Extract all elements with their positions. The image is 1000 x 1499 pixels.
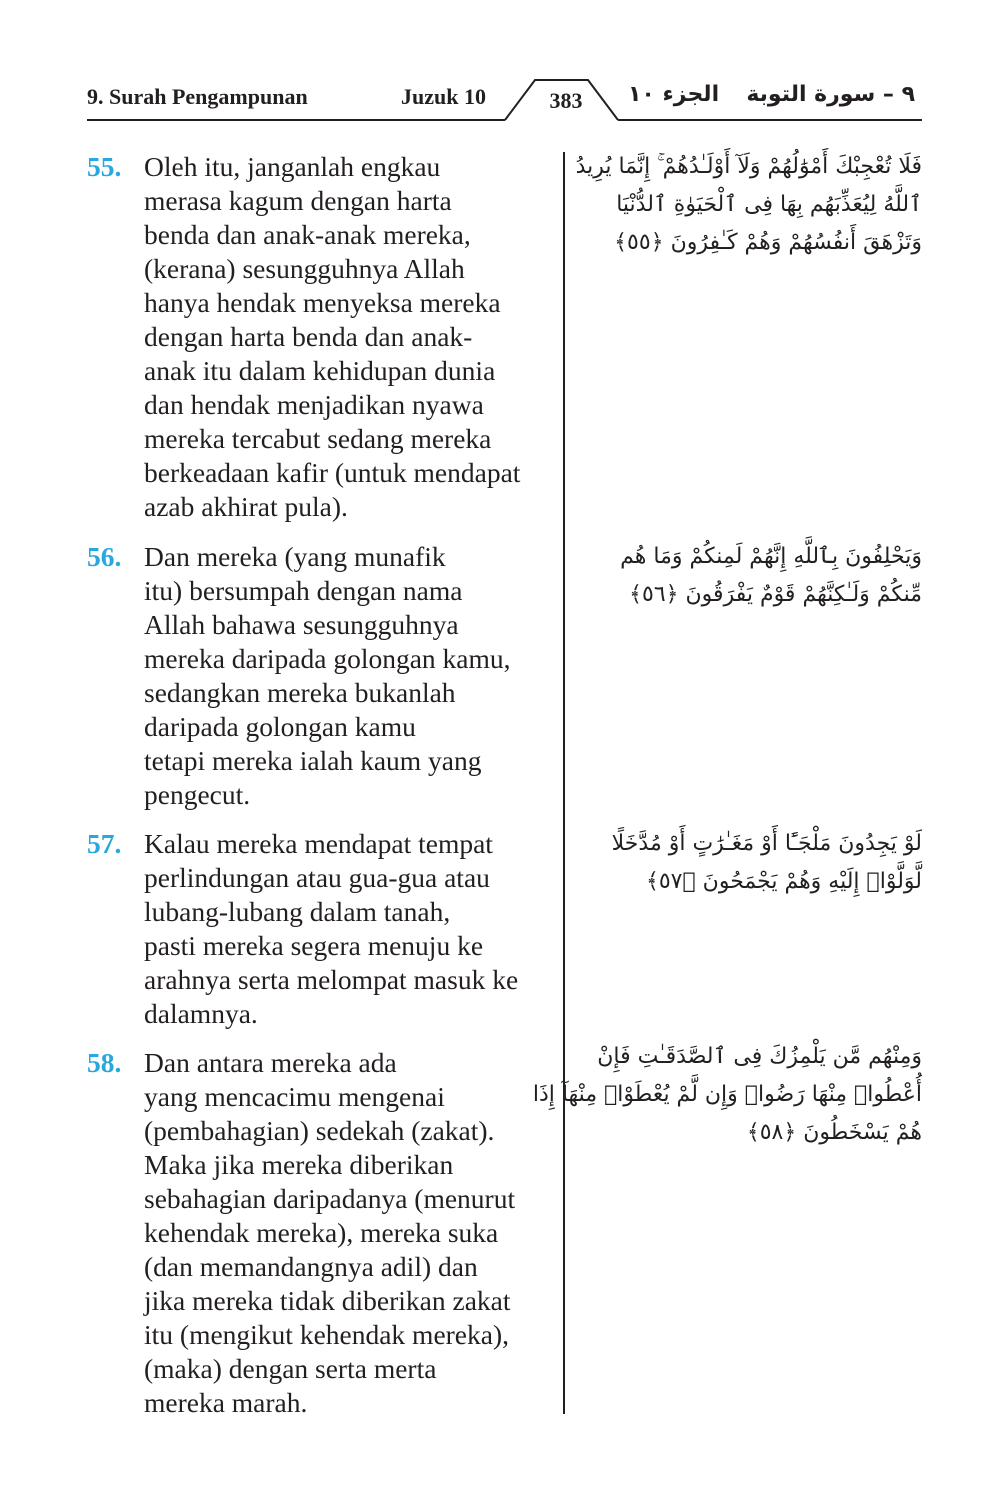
- text-line: Maka jika mereka diberikan: [144, 1149, 454, 1180]
- text-line: Kalau mereka mendapat tempat: [144, 828, 493, 859]
- text-line: perlindungan atau gua-gua atau: [144, 862, 490, 893]
- text-line: Dan mereka (yang munafik: [144, 541, 446, 572]
- juzuk-label: Juzuk 10: [401, 84, 486, 109]
- text-line: daripada golongan kamu: [144, 711, 416, 742]
- text-line: arahnya serta melompat masuk ke: [144, 964, 519, 995]
- text-line: anak itu dalam kehidupan dunia: [144, 355, 496, 386]
- arabic-line: وَمِنْهُم مَّن يَلْمِزُكَ فِى ٱلصَّدَقَـٰتِ فَإِنْ: [597, 1044, 922, 1069]
- text-line: (kerana) sesungguhnya Allah: [144, 253, 465, 284]
- verse-number: 58.: [87, 1047, 122, 1078]
- verse-number: 56.: [87, 541, 122, 572]
- text-line: sebahagian daripadanya (menurut: [144, 1183, 516, 1214]
- surah-title: 9. Surah Pengampunan: [87, 84, 308, 109]
- column-divider: [563, 152, 565, 1414]
- text-line: sedangkan mereka bukanlah: [144, 677, 456, 708]
- arabic-line: وَيَحْلِفُونَ بِٱللَّهِ إِنَّهُمْ لَمِنكُمْ وَمَا هُم: [620, 544, 922, 569]
- verse-55-translation: [87, 150, 557, 524]
- text-line: merasa kagum dengan harta: [144, 185, 452, 216]
- text-line: mereka tercabut sedang mereka: [144, 423, 492, 454]
- text-line: pasti mereka segera menuju ke: [144, 930, 484, 961]
- text-line: Oleh itu, janganlah engkau: [144, 151, 441, 182]
- text-line: (pembahagian) sedekah (zakat).: [144, 1115, 495, 1146]
- verse-57-translation: [87, 827, 557, 1031]
- text-line: Allah bahawa sesungguhnya: [144, 609, 459, 640]
- text-line: itu) bersumpah dengan nama: [144, 575, 463, 606]
- surah-arabic: ٩ – سورة التوبة: [746, 82, 915, 107]
- text-line: dan hendak menjadikan nyawa: [144, 389, 484, 420]
- text-line: hanya hendak menyeksa mereka: [144, 287, 501, 318]
- text-line: mereka daripada golongan kamu,: [144, 643, 511, 674]
- text-line: Dan antara mereka ada: [144, 1047, 397, 1078]
- verse-56-arabic: [586, 538, 922, 614]
- arabic-line: ٱللَّهُ لِيُعَذِّبَهُم بِهَا فِى ٱلْحَيَوٰةِ ٱلدُّنْيَا: [616, 192, 922, 217]
- text-line: jika mereka tidak diberikan zakat: [144, 1285, 511, 1316]
- text-line: kehendak mereka), mereka suka: [144, 1217, 499, 1248]
- arabic-line: فَلَا تُعْجِبْكَ أَمْوَٰلُهُمْ وَلَآ أَوْلَـٰدُهُمْ ۚ إِنَّمَا يُرِيدُ: [575, 154, 922, 179]
- verse-56-translation: [87, 540, 557, 812]
- verse-number: 55.: [87, 151, 122, 182]
- text-line: azab akhirat pula).: [144, 491, 348, 522]
- verse-58-translation: [87, 1046, 557, 1420]
- arabic-line: مِّنكُمْ وَلَـٰكِنَّهُمْ قَوْمٌ يَفْرَقُونَ ﴿٥٦﴾: [629, 582, 922, 607]
- verse-55-arabic: [575, 148, 922, 262]
- text-line: tetapi mereka ialah kaum yang: [144, 745, 482, 776]
- text-line: pengecut.: [144, 779, 251, 810]
- page-number: 383: [549, 88, 583, 113]
- text-line: (maka) dengan serta merta: [144, 1353, 437, 1384]
- arabic-line: هُمْ يَسْخَطُونَ ﴿٥٨﴾: [746, 1120, 922, 1145]
- text-line: dalamnya.: [144, 998, 258, 1029]
- text-line: mereka marah.: [144, 1387, 308, 1418]
- text-line: itu (mengikut kehendak mereka),: [144, 1319, 510, 1350]
- arabic-line: أُعْطُوا۟ مِنْهَا رَضُوا۟ وَإِن لَّمْ يُعْطَوْا۟ مِنْهَآ إِذَا: [532, 1082, 922, 1107]
- text-line: dengan harta benda dan anak-: [144, 321, 473, 352]
- verse-58-arabic: [532, 1038, 922, 1152]
- text-line: (dan memandangnya adil) dan: [144, 1251, 478, 1282]
- verse-57-arabic: [586, 825, 922, 901]
- verse-number: 57.: [87, 828, 122, 859]
- text-line: berkeadaan kafir (untuk mendapat: [144, 457, 521, 488]
- text-line: yang mencacimu mengenai: [144, 1081, 445, 1112]
- text-line: lubang-lubang dalam tanah,: [144, 896, 451, 927]
- arabic-line: لَوْ يَجِدُونَ مَلْجَـًٔا أَوْ مَغَـٰرَٰتٍ أَوْ مُدَّخَلًا: [611, 831, 922, 856]
- arabic-line: لَّوَلَّوْا۟ إِلَيْهِ وَهُمْ يَجْمَحُونَ ﴿٥٧﴾: [645, 869, 922, 894]
- juz-arabic: الجزء ١٠: [628, 82, 720, 107]
- arabic-line: وَتَزْهَقَ أَنفُسُهُمْ وَهُمْ كَـٰفِرُونَ ﴿٥٥﴾: [614, 230, 922, 255]
- text-line: benda dan anak-anak mereka,: [144, 219, 471, 250]
- header-rule: [0, 0, 1000, 130]
